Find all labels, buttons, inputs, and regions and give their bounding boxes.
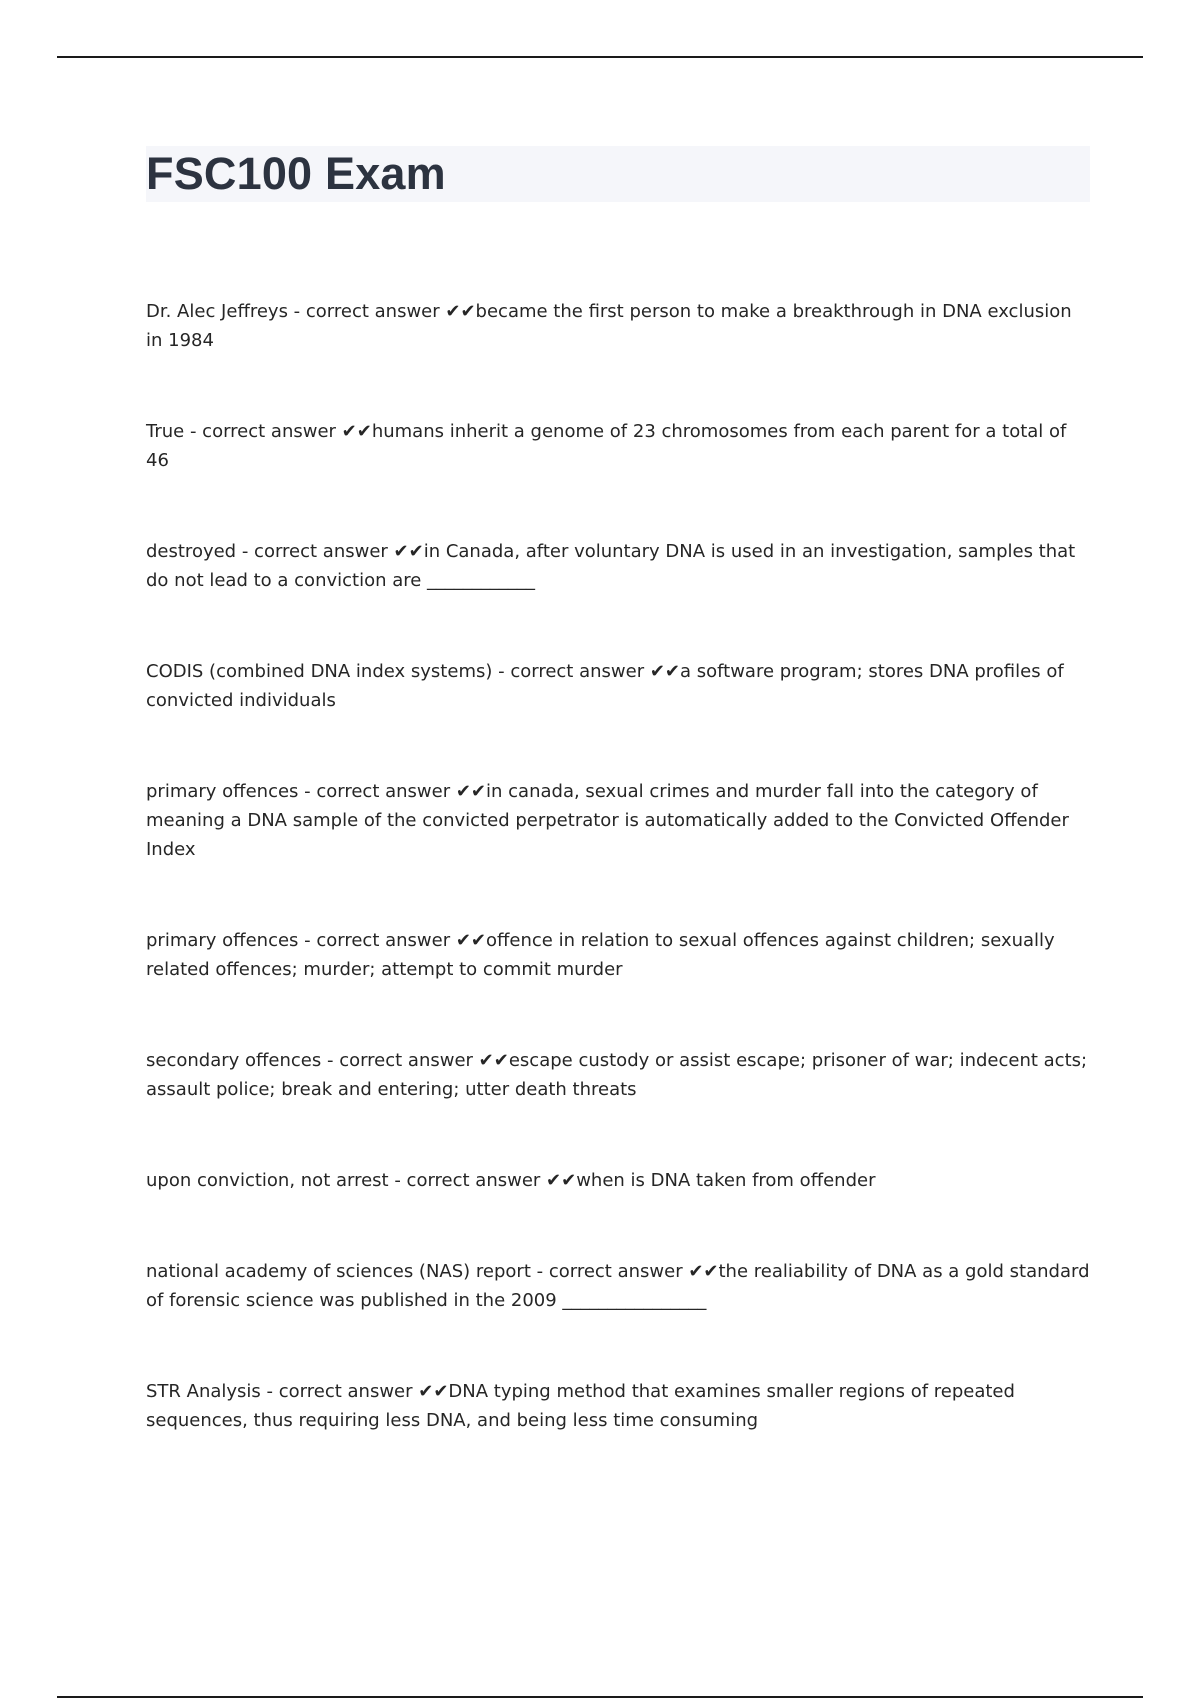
document-page <box>146 146 1090 1435</box>
flashcard-entry <box>146 297 1090 355</box>
check-marks-icon: ✔✔ <box>341 421 372 442</box>
entry-definition: a software program; stores DNA profiles of convicted individuals <box>146 661 1064 711</box>
flashcard-entry <box>146 1166 1090 1195</box>
entry-separator: - correct answer <box>236 541 394 562</box>
entry-separator: - correct answer <box>184 421 342 442</box>
entry-separator: - correct answer <box>298 781 456 802</box>
flashcard-entry <box>146 417 1090 475</box>
entry-term: STR Analysis <box>146 1381 261 1402</box>
entry-term: secondary offences <box>146 1050 322 1071</box>
entry-separator: - correct answer <box>298 930 456 951</box>
entry-definition: offence in relation to sexual offences against children; sexually related offences; murder; attempt to commit murder <box>146 930 1055 980</box>
entry-separator: - correct answer <box>321 1050 479 1071</box>
check-marks-icon: ✔✔ <box>688 1261 719 1282</box>
entry-definition: humans inherit a genome of 23 chromosomes from each parent for a total of 46 <box>146 421 1067 471</box>
entry-term: upon conviction, not arrest <box>146 1170 389 1191</box>
entry-separator: - correct answer <box>287 301 446 322</box>
check-marks-icon: ✔✔ <box>445 301 476 322</box>
flashcard-list <box>146 297 1090 1435</box>
page-title: FSC100 Exam <box>146 148 446 199</box>
entry-separator: - correct answer <box>492 661 650 682</box>
entry-term: Dr. Alec Jeffreys <box>146 301 288 322</box>
title-banner <box>146 146 1090 202</box>
entry-separator: - correct answer <box>260 1381 419 1402</box>
flashcard-entry <box>146 1257 1090 1315</box>
entry-definition: when is DNA taken from offender <box>576 1170 876 1191</box>
entry-definition: in Canada, after voluntary DNA is used in an investigation, samples that do not lead to a conviction are ____________ <box>146 541 1076 591</box>
check-marks-icon: ✔✔ <box>455 781 487 802</box>
entry-separator: - correct answer <box>530 1261 689 1282</box>
entry-definition: the realiability of DNA as a gold standard of forensic science was published in the 2009 ________________ <box>146 1261 1090 1311</box>
check-marks-icon: ✔✔ <box>393 541 424 562</box>
flashcard-entry <box>146 777 1090 864</box>
flashcard-entry <box>146 537 1090 595</box>
flashcard-entry <box>146 926 1090 984</box>
entry-definition: escape custody or assist escape; prisoner of war; indecent acts; assault police; break and entering; utter death threats <box>146 1050 1088 1100</box>
flashcard-entry <box>146 1377 1090 1435</box>
check-marks-icon: ✔✔ <box>649 661 680 682</box>
top-rule <box>57 56 1143 58</box>
entry-term: primary offences <box>146 781 299 802</box>
flashcard-entry <box>146 1046 1090 1104</box>
entry-separator: - correct answer <box>388 1170 547 1191</box>
flashcard-entry <box>146 657 1090 715</box>
entry-term: destroyed <box>146 541 237 562</box>
check-marks-icon: ✔✔ <box>478 1050 509 1071</box>
entry-term: national academy of sciences (NAS) report <box>146 1261 531 1282</box>
bottom-rule <box>57 1696 1143 1698</box>
entry-term: primary offences <box>146 930 299 951</box>
entry-definition: in canada, sexual crimes and murder fall into the category of meaning a DNA sample of the convicted perpetrator is automatically added to the Convicted Offender Index <box>146 781 1069 860</box>
entry-definition: became the first person to make a breakthrough in DNA exclusion in 1984 <box>146 301 1072 351</box>
check-marks-icon: ✔✔ <box>546 1170 577 1191</box>
entry-term: CODIS (combined DNA index systems) <box>146 661 493 682</box>
entry-definition: DNA typing method that examines smaller regions of repeated sequences, thus requiring less DNA, and being less time consuming <box>146 1381 1015 1431</box>
entry-term: True <box>146 421 185 442</box>
check-marks-icon: ✔✔ <box>418 1381 449 1402</box>
check-marks-icon: ✔✔ <box>455 930 487 951</box>
